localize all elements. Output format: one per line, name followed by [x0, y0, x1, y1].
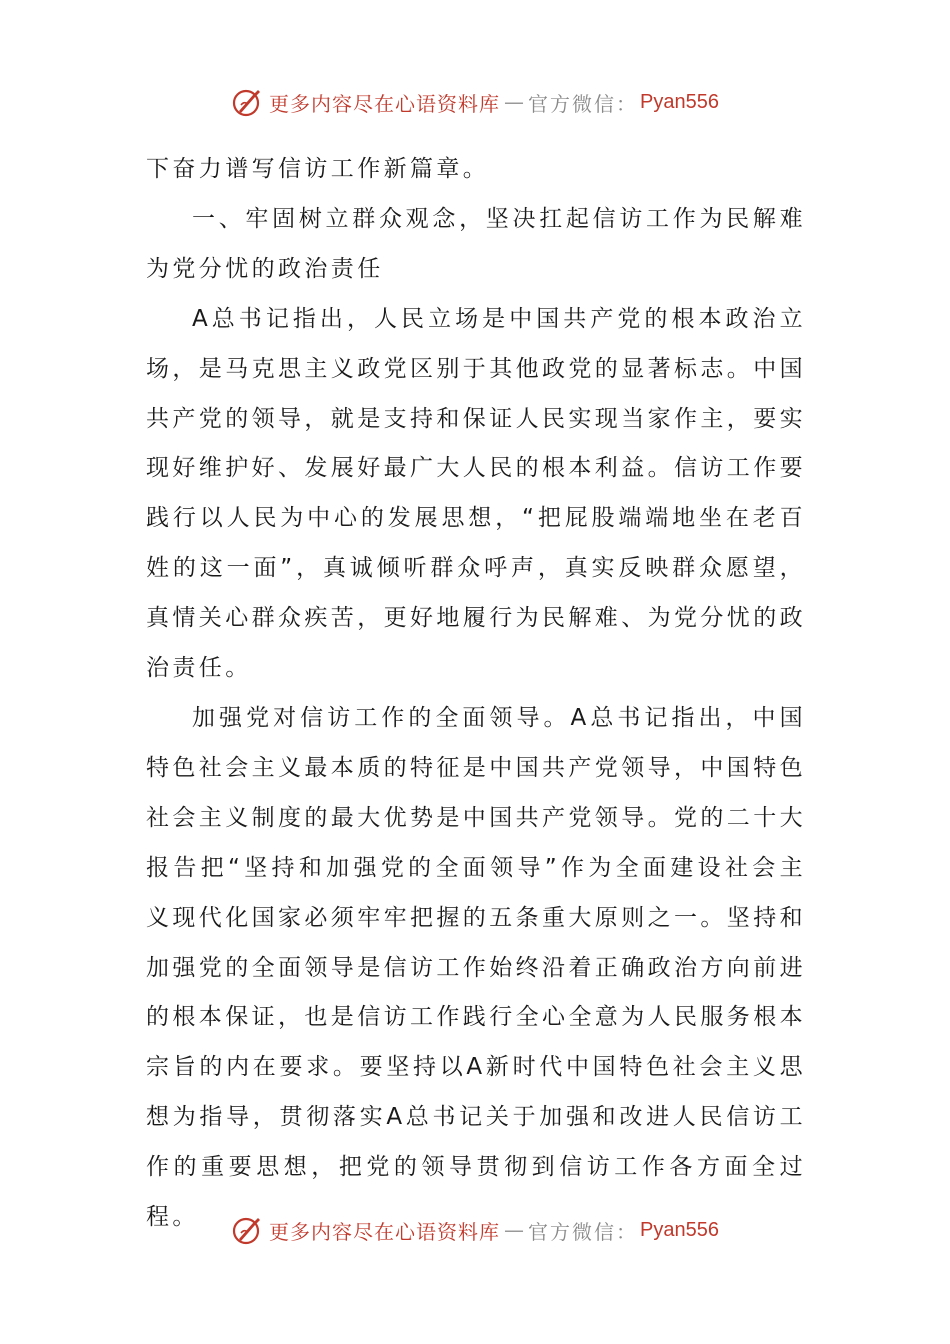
watermark-site-text: 更多内容尽在心语资料库: [269, 91, 501, 116]
pen-nib-logo-icon: [231, 1213, 265, 1247]
watermark-wechat-label: 官方微信：: [528, 1219, 639, 1244]
watermark-banner-bottom: [0, 1210, 950, 1250]
watermark-dash: —: [504, 90, 525, 114]
section-heading: 一、牢固树立群众观念，坚决扛起信访工作为民解难为党分忧的政治责任: [146, 205, 806, 282]
document-body: [146, 145, 806, 1243]
paragraph-party-leadership: 加强党对信访工作的全面领导。A总书记指出，中国特色社会主义最本质的特征是中国共产党领导，中国特色社会主义制度的最大优势是中国共产党领导。党的二十大报告把“坚持和加强党的全面领导”作为全面建设社会主义现代化国家必须牢牢把握的五条重大原则之一。坚持和加强党的全面领导是信访工作始终沿着正确政治方向前进的根本保证，也是信访工作践行全心全意为人民服务根本宗旨的内在要求。要坚持以A新时代中国特色社会主义思想为指导，贯彻落实A总书记关于加强和改进人民信访工作的重要思想，把党的领导贯彻到信访工作各方面全过程。: [146, 704, 806, 1231]
watermark-dash: —: [504, 1218, 525, 1242]
watermark-wechat-id: Pyan556: [640, 90, 719, 113]
paragraph-people-stance: A总书记指出，人民立场是中国共产党的根本政治立场，是马克思主义政党区别于其他政党的显著标志。中国共产党的领导，就是支持和保证人民实现当家作主，要实现好维护好、发展好最广大人民的根本利益。信访工作要践行以人民为中心的发展思想，“把屁股端端地坐在老百姓的这一面”，真诚倾听群众呼声，真实反映群众愿望，真情关心群众疾苦，更好地履行为民解难、为党分忧的政治责任。: [146, 305, 806, 682]
paragraph-continuation: 下奋力谱写信访工作新篇章。: [146, 156, 490, 182]
watermark-wechat-label: 官方微信：: [528, 91, 639, 116]
watermark-site-text: 更多内容尽在心语资料库: [269, 1219, 501, 1244]
watermark-banner-top: [0, 82, 950, 122]
watermark-wechat-id: Pyan556: [640, 1218, 719, 1241]
pen-nib-logo-icon: [231, 85, 265, 119]
